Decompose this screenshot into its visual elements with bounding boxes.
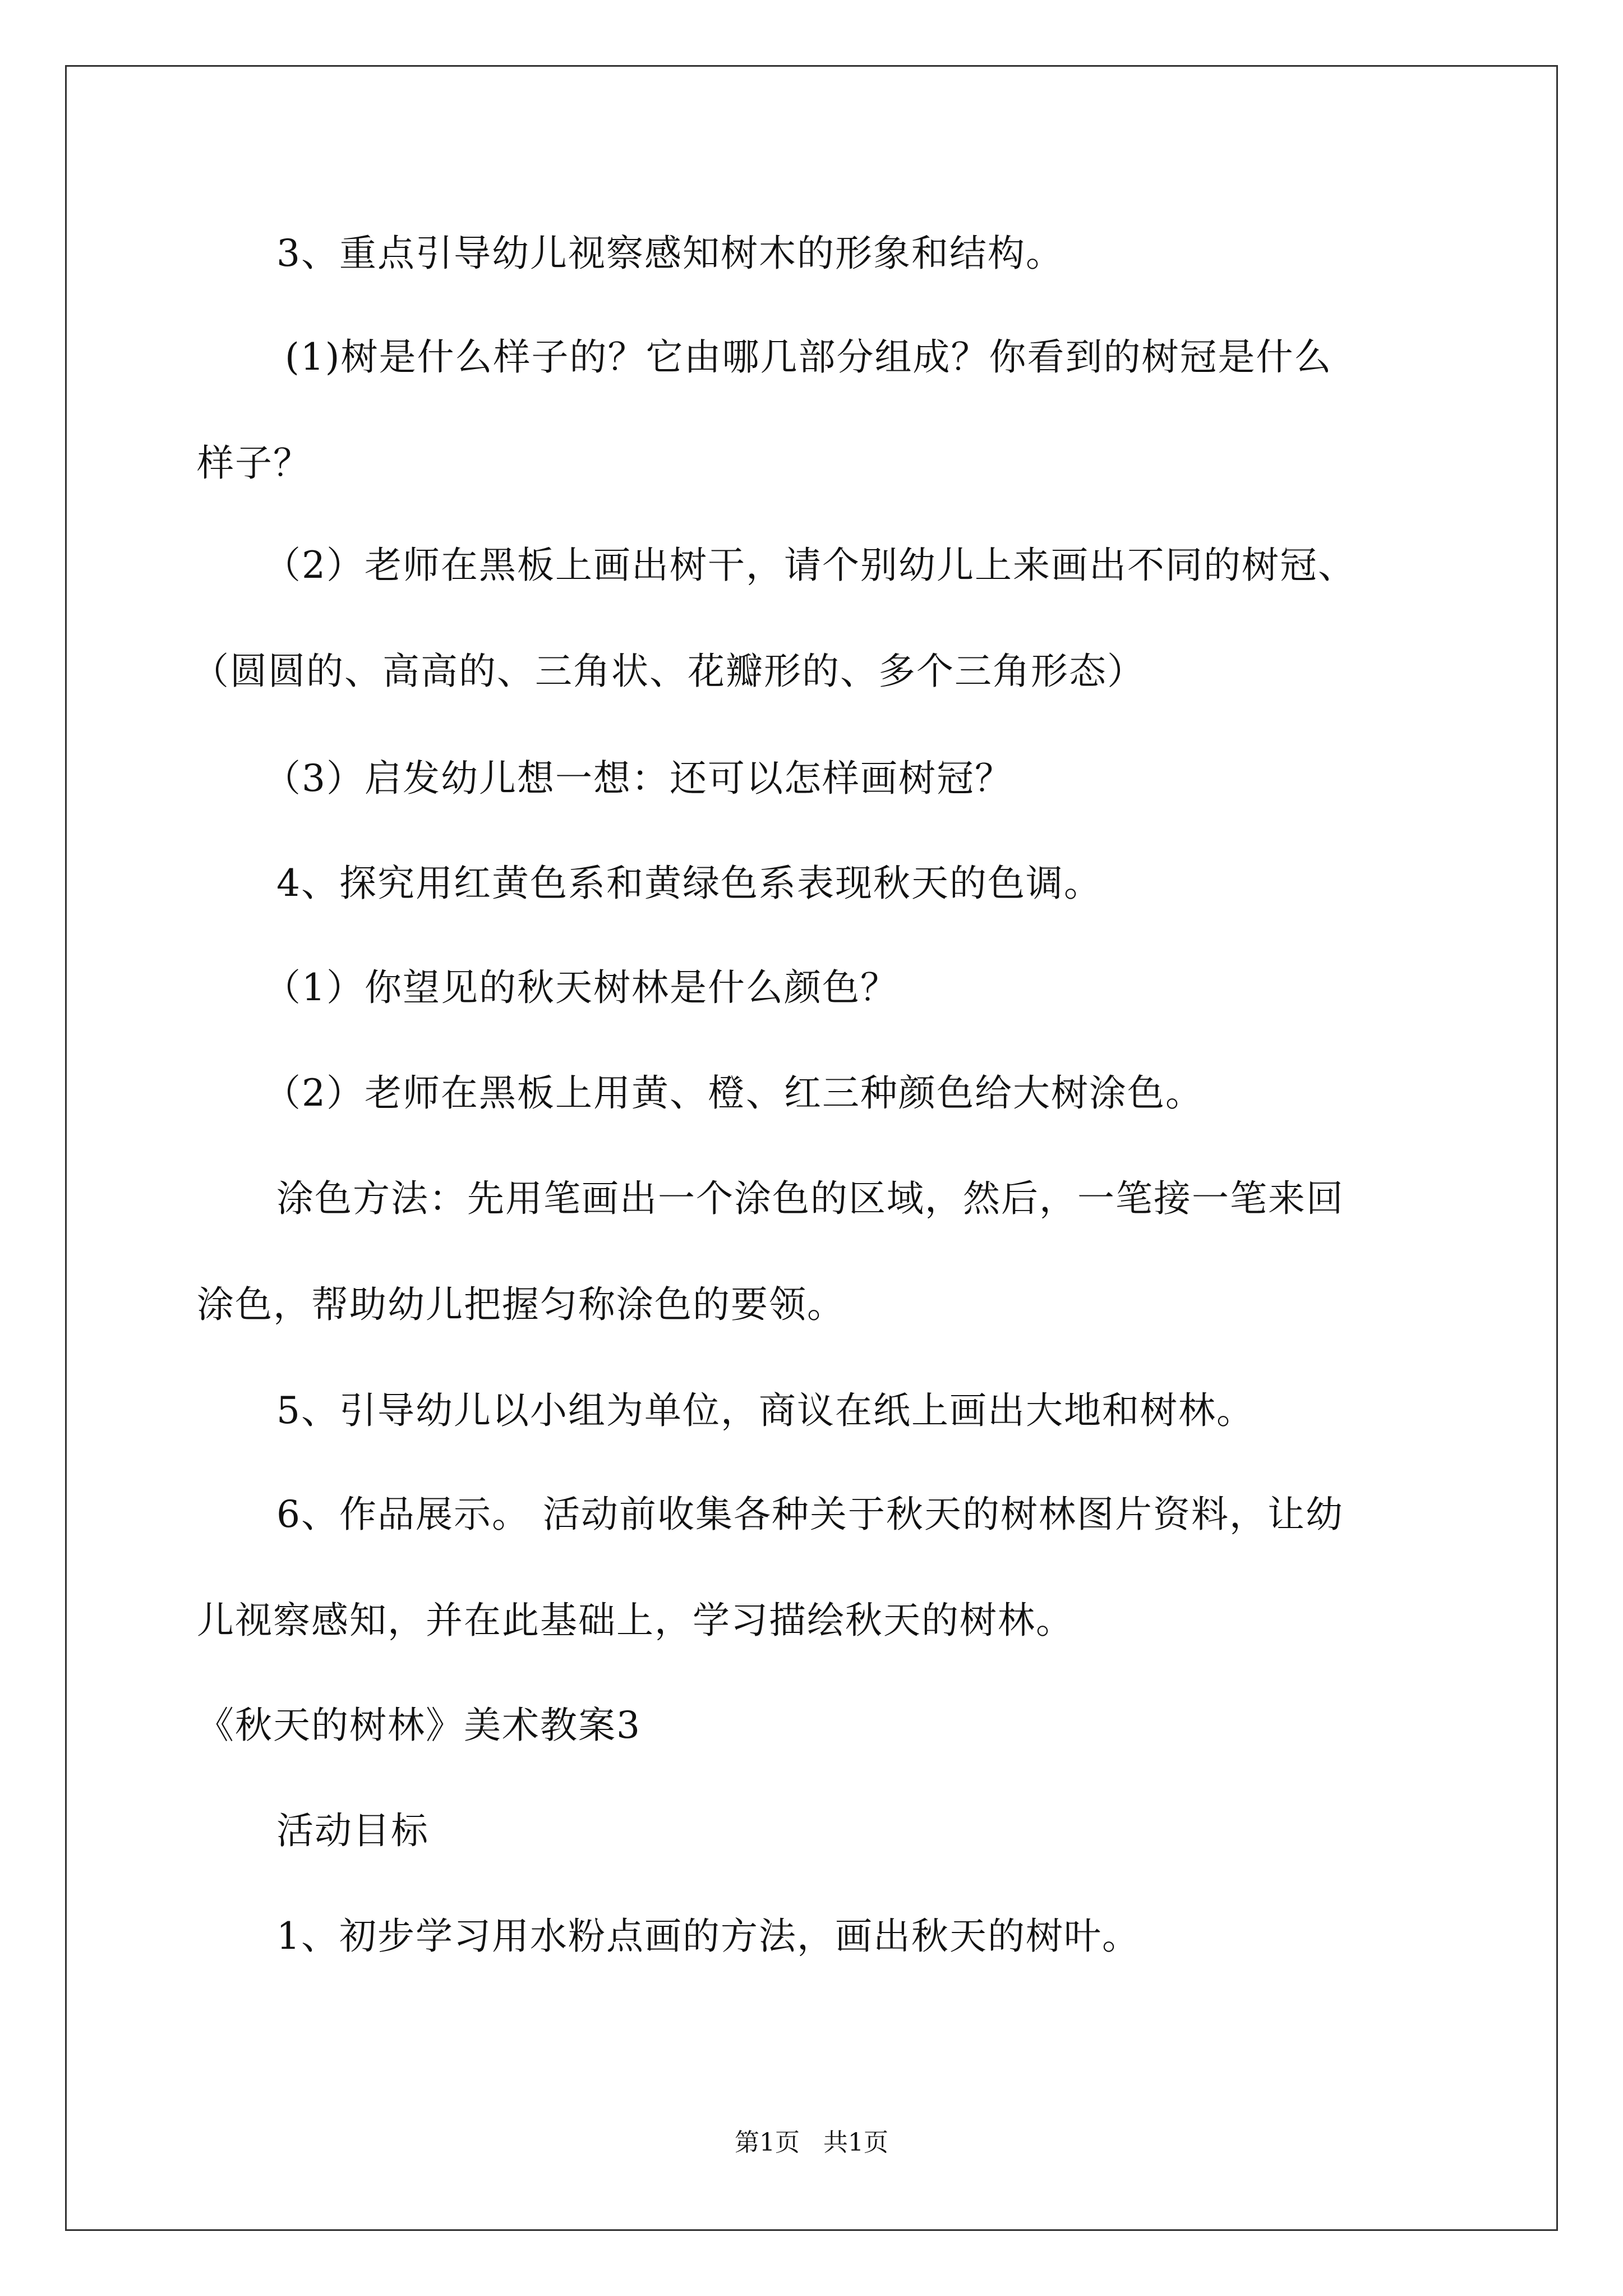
- paragraph-line: 样子？: [197, 441, 311, 485]
- paragraph-line: 5、引导幼儿以小组为单位，商议在纸上画出大地和树林。: [276, 1389, 1255, 1432]
- paragraph-line: 6、作品展示。 活动前收集各种关于秋天的树林图片资料，让幼: [276, 1493, 1344, 1536]
- paragraph-line: （圆圆的、高高的、三角状、花瓣形的、多个三角形态）: [192, 650, 1145, 693]
- page-footer: 第1页 共1页: [735, 2128, 888, 2157]
- paragraph-line: 儿视察感知，并在此基础上，学习描绘秋天的树林。: [197, 1599, 1074, 1642]
- paragraph-line: （2）老师在黑板上画出树干，请个别幼儿上来画出不同的树冠、: [264, 544, 1356, 587]
- paragraph-line: 涂色，帮助幼儿把握匀称涂色的要领。: [197, 1283, 845, 1326]
- page-border: [65, 65, 1558, 2231]
- paragraph-line: 1、初步学习用水粉点画的方法，画出秋天的树叶。: [276, 1915, 1140, 1958]
- section-heading: 《秋天的树林》美术教案3: [197, 1704, 641, 1747]
- paragraph-line: （1）你望见的秋天树林是什么颜色？: [264, 966, 898, 1009]
- paragraph-line: (1)树是什么样子的？它由哪几部分组成？你看到的树冠是什么: [285, 335, 1332, 379]
- paragraph-line: （2）老师在黑板上用黄、橙、红三种颜色给大树涂色。: [264, 1071, 1204, 1115]
- paragraph-line: （3）启发幼儿想一想：还可以怎样画树冠？: [264, 757, 1013, 800]
- paragraph-line: 涂色方法：先用笔画出一个涂色的区域，然后，一笔接一笔来回: [276, 1177, 1344, 1220]
- paragraph-line: 4、探究用红黄色系和黄绿色系表现秋天的色调。: [276, 862, 1102, 905]
- paragraph-line: 3、重点引导幼儿视察感知树木的形象和结构。: [276, 232, 1064, 275]
- subsection-heading: 活动目标: [276, 1809, 429, 1852]
